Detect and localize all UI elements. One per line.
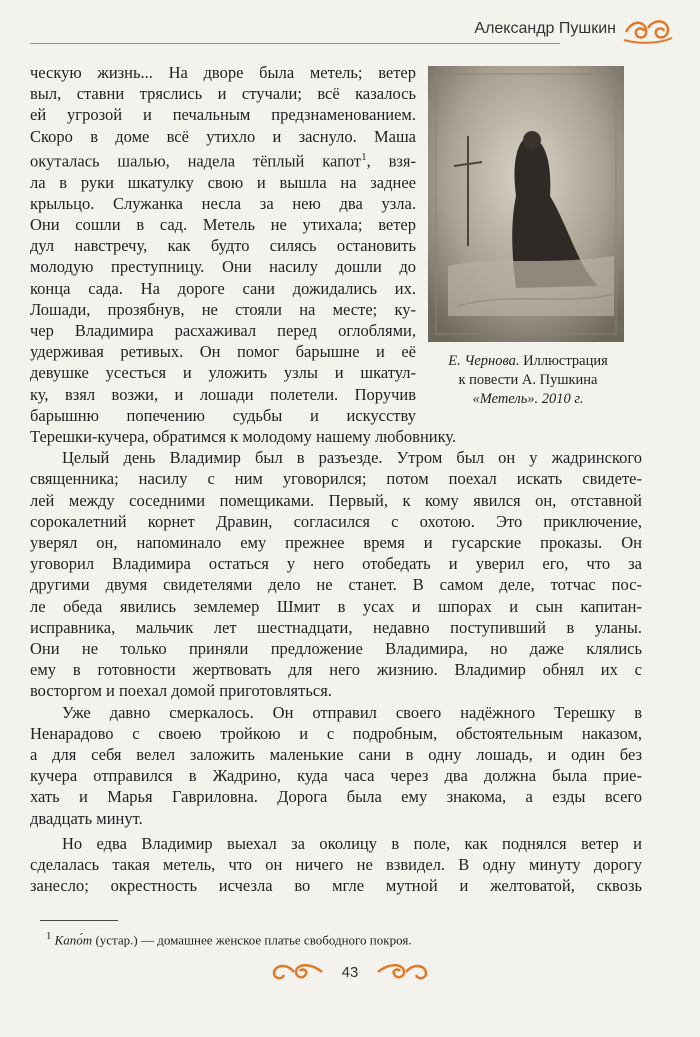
paragraph-1 (30, 62, 642, 447)
text-line: священника; насилу с ним уговорился; потом поехал искать свидете- (30, 469, 642, 489)
text-line: ле обеда явились землемер Шмит в усах и шпорах и сын капитан- (30, 596, 642, 616)
text-line: лей между соседними помещиками. Первый, к кому явился он, отставной (30, 490, 642, 510)
text-line: крыльцо. Служанка несла за нею два узла. (30, 193, 416, 213)
caption-line3: «Метель». 2010 г. (472, 391, 584, 407)
text-line: Но едва Владимир выехал за околицу в поле, как поднялся ветер и (62, 833, 642, 853)
text-line: уговорил Владимира остаться у него отобедать и уверил его, что за (30, 554, 642, 574)
text-line: конца сада. На дороге сани дожидались их. (30, 278, 416, 298)
text-line: а для себя велел заложить маленькие сани в одну лошадь, и один без (30, 745, 642, 764)
text-line: барышню попечению судьбы и искусству (30, 405, 416, 425)
right-ornament-icon (374, 960, 430, 984)
text-line: Лошади, прозябнув, не стояли на месте; ку- (30, 299, 416, 319)
footnote-text: (устар.) — домашнее женское платье свободного покроя. (92, 932, 412, 948)
caption-line2: к повести А. Пушкина (458, 372, 598, 388)
text-line: ческую жизнь... На дворе была метель; ветер (30, 63, 416, 82)
page-number: 43 (341, 964, 359, 981)
text-line: хать и Марья Гавриловна. Дорога была ему знакома, а езды всего (30, 787, 642, 807)
text-line: Они не только приняли предложение Владимира, но даже клялись (30, 638, 642, 658)
left-ornament-icon (270, 960, 326, 984)
page-footer (270, 960, 430, 986)
paragraph-2 (30, 447, 642, 701)
text-line (30, 147, 416, 172)
text-line: Они сошли в сад. Метель не утихала; ветер (30, 214, 416, 234)
text-line: девушке усесться и уложить узлы и шкатул- (30, 363, 416, 383)
header-rule (30, 43, 560, 44)
text-line: другими двумя свидетелями дело не станет. В самом деле, тотчас пос- (30, 575, 642, 595)
text-line: Уже давно смеркалось. Он отправил своего надёжного Терешку в (62, 702, 642, 722)
text-line: сорокалетний корнет Дравин, согласился с охотою. Это приключение, (30, 511, 642, 531)
header-author-name: Александр Пушкин (474, 20, 616, 37)
running-header (30, 14, 678, 44)
text-line: ку, взял возжи, и лошади полетели. Поручив (30, 384, 416, 404)
text-line: двадцать минут. (30, 808, 143, 828)
text-line: Терешки-кучера, обратимся к молодому нашему любовнику. (30, 426, 457, 446)
footnote (46, 930, 646, 948)
text-line: ей угрозой и печальным предзнаменованием. (30, 105, 416, 125)
footnote-rule (40, 920, 118, 921)
paragraph-3 (30, 702, 642, 829)
footnote-marker: 1 (46, 930, 52, 942)
text-line: молодую преступницу. Они насилу дошли до (30, 257, 416, 277)
footnote-term: Капо́т (54, 932, 93, 948)
text-line: Скоро в доме всё утихло и заснуло. Маша (30, 126, 416, 146)
text-line: кучера отправился в Жадрино, куда часа через два должна была прие- (30, 766, 642, 786)
text-fragment: , взя- (366, 151, 416, 171)
text-line: дул навстречу, как будто силясь остановить (30, 236, 416, 256)
text-line: занесло; окрестность исчезла во мгле мутной и желтоватой, сквозь (30, 876, 642, 896)
text-line: Ненарадово с своею тройкою и с подробным, обстоятельным наказом, (30, 723, 642, 743)
text-line: восторгом и поехал домой приготовляться. (30, 681, 332, 701)
text-line: Целый день Владимир был в разъезде. Утром был он у жадринского (62, 448, 642, 468)
text-line: исправника, мальчик лет шестнадцати, недавно поступивший в уланы. (30, 617, 642, 637)
story-text (30, 62, 642, 896)
text-line: чер Владимира расхаживал перед оглоблями, (30, 320, 416, 340)
text-line: уверял он, напоминало ему прежнее время и гусарские проказы. Он (30, 532, 642, 552)
text-line: удерживая ретивых. Он помог барышне и её (30, 342, 416, 362)
text-line: ему в готовности жертвовать для него жизнию. Владимир обнял их с (30, 660, 642, 680)
caption-line1: Иллюстрация (519, 353, 608, 369)
paragraph-4 (30, 833, 642, 897)
header-ornament-icon (622, 14, 674, 46)
text-line: сделалась такая метель, что он ничего не взвидел. В одну минуту дорогу (30, 855, 642, 875)
text-fragment: окуталась шалью, надела тёплый капот (30, 151, 362, 171)
caption-author: Е. Чернова. (448, 353, 520, 369)
text-line: ла в руки шкатулку свою и вышла на заднее (30, 172, 416, 192)
text-line: выл, ставни тряслись и стучали; всё казалось (30, 84, 416, 104)
footnote-ref: 1 (361, 150, 367, 163)
